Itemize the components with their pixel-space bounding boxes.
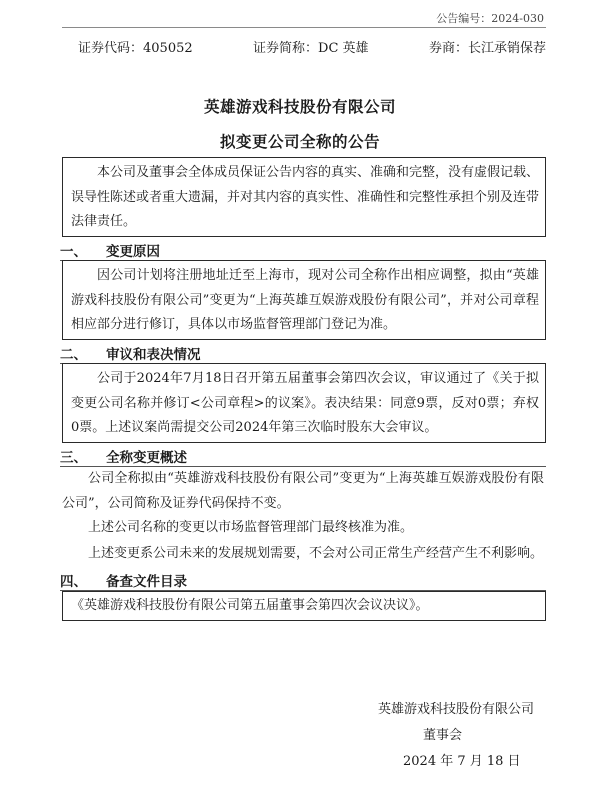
header-divider [62,27,546,28]
section-4-number: 四、 [60,574,87,590]
section-2-title: 审议和表决情况 [106,347,201,363]
section-1-body: 因公司计划将注册地址迁至上海市，现对公司全称作出相应调整，拟由“英雄游戏科技股份有限公司”变更为“上海英雄互娱游戏股份有限公司”，并对公司章程相应部分进行修订，具体以市场监督管理部门登记为准。 [62,260,546,340]
section-1-number: 一、 [60,244,87,260]
section-1-heading [60,240,546,261]
section-4-heading [60,570,546,591]
section-3-heading [60,446,546,467]
broker: 券商：长江承销保荐 [428,41,546,56]
section-4-title: 备查文件目录 [106,574,187,590]
signature-date: 2024 年 7 月 18 日 [403,754,521,769]
section-3-number: 三、 [60,450,87,466]
security-code: 证券代码：405052 [78,41,193,56]
section-2-number: 二、 [60,347,87,363]
company-title: 英雄游戏科技股份有限公司 [203,97,396,116]
doc-number: 公告编号：2024-030 [436,12,544,25]
section-2-body: 公司于2024年7月18日召开第五届董事会第四次会议，审议通过了《关于拟变更公司名称并修订<公司章程>的议案》。表决结果：同意9票，反对0票；弃权0票。上述议案尚需提交公司2024年第三次临时股东大会审议。 [62,363,546,443]
section-3-paragraph-3: 上述变更系公司未来的发展规划需要，不会对公司正常生产经营产生不利影响。 [88,546,544,561]
security-info-row [78,37,546,56]
disclaimer-box: 本公司及董事会全体成员保证公告内容的真实、准确和完整，没有虚假记载、误导性陈述或者重大遗漏，并对其内容的真实性、准确性和完整性承担个别及连带法律责任。 [62,157,546,237]
section-1-title: 变更原因 [106,244,160,260]
security-abbreviation: 证券简称：DC 英雄 [253,41,369,56]
section-3-paragraph-1: 公司全称拟由“英雄游戏科技股份有限公司”变更为“上海英雄互娱游戏股份有限公司”，公司简称及证券代码保持不变。 [62,471,544,511]
section-4-body: 《英雄游戏科技股份有限公司第五届董事会第四次会议决议》。 [62,591,546,621]
signature-company: 英雄游戏科技股份有限公司 [378,702,535,717]
section-2-heading [60,343,546,364]
signature-board: 董事会 [423,728,463,743]
section-3-title: 全称变更概述 [106,450,187,466]
section-3-paragraph-2: 上述公司名称的变更以市场监督管理部门最终核准为准。 [88,520,414,535]
notice-title: 拟变更公司全称的公告 [219,132,380,151]
